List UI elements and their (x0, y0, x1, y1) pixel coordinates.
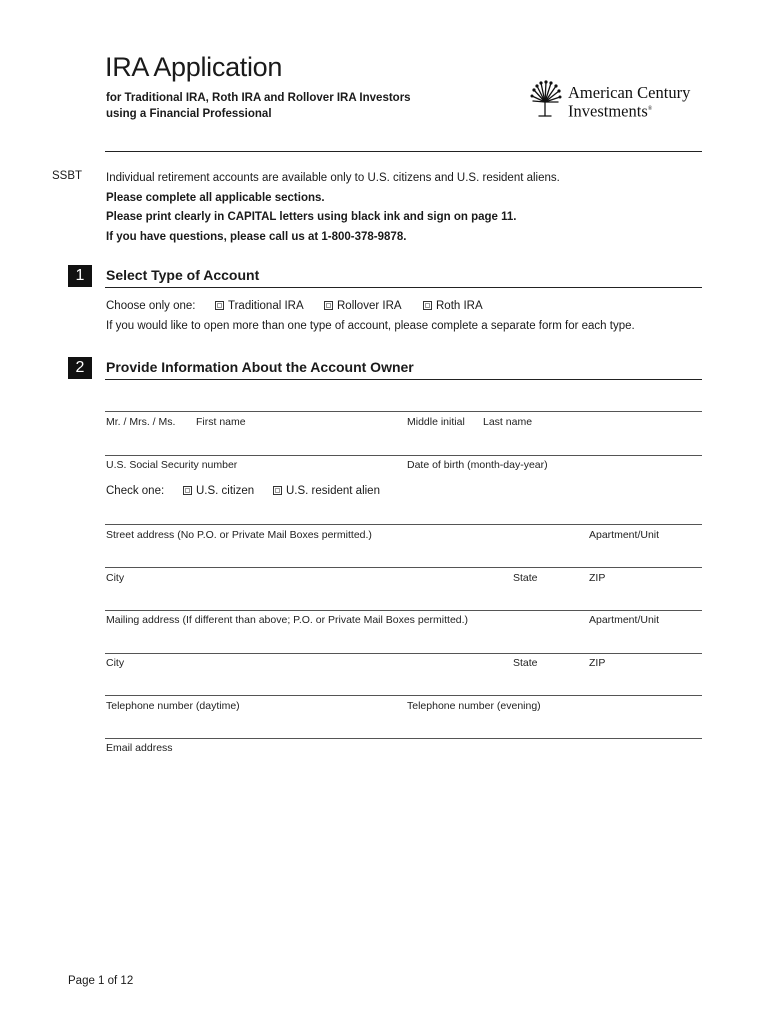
intro-line-4: If you have questions, please call us at 1-800-378-9878. (106, 230, 407, 243)
check-one-label: Check one: (106, 485, 165, 497)
logo-line-2-wrap (568, 101, 690, 120)
intro-text (106, 169, 560, 247)
logo-line-2: Investments (568, 101, 648, 121)
option-roth-ira-label: Roth IRA (436, 300, 483, 312)
telephone-field-line[interactable] (105, 695, 702, 696)
mailing-address-field-line[interactable] (105, 610, 702, 611)
subtitle-line-2: using a Financial Professional (106, 108, 272, 120)
form-code: SSBT (52, 170, 83, 182)
first-name-label: First name (196, 416, 246, 428)
choose-only-one-label: Choose only one: (106, 300, 196, 312)
option-traditional-ira[interactable] (215, 300, 304, 312)
mailing-zip-label: ZIP (589, 657, 606, 669)
page-title: IRA Application (105, 52, 283, 82)
street-address-label: Street address (No P.O. or Private Mail Boxes permitted.) (106, 529, 372, 541)
header-divider (105, 151, 702, 152)
option-us-citizen-label: U.S. citizen (196, 485, 255, 497)
checkbox-rollover-ira[interactable] (324, 301, 333, 310)
last-name-label: Last name (483, 416, 533, 428)
city-label: City (106, 572, 125, 584)
logo-wordmark (568, 84, 690, 120)
email-field-line[interactable] (105, 738, 702, 739)
section-1-number: 1 (68, 265, 92, 287)
tree-logo-icon (530, 80, 566, 120)
option-rollover-ira[interactable] (324, 300, 402, 312)
section-2-divider (105, 379, 702, 380)
state-label: State (513, 572, 538, 584)
name-field-line[interactable] (105, 411, 702, 412)
page-number: Page 1 of 12 (68, 975, 134, 987)
section-2-title: Provide Information About the Account Owner (106, 359, 414, 375)
page-subtitle (106, 90, 411, 122)
subtitle-line-1: for Traditional IRA, Roth IRA and Rollover IRA Investors (106, 92, 411, 104)
checkbox-resident-alien[interactable] (273, 486, 282, 495)
checkbox-traditional-ira[interactable] (215, 301, 224, 310)
mailing-apartment-unit-label: Apartment/Unit (589, 614, 660, 626)
option-roth-ira[interactable] (423, 300, 483, 312)
ssn-label: U.S. Social Security number (106, 459, 238, 471)
section-2-number: 2 (68, 357, 92, 379)
phone-evening-label: Telephone number (evening) (407, 700, 541, 712)
mailing-city-field-line[interactable] (105, 653, 702, 654)
dob-label: Date of birth (month-day-year) (407, 459, 548, 471)
checkbox-us-citizen[interactable] (183, 486, 192, 495)
intro-line-3: Please print clearly in CAPITAL letters using black ink and sign on page 11. (106, 211, 517, 223)
middle-initial-label: Middle initial (407, 416, 465, 428)
section-1-title: Select Type of Account (106, 267, 260, 283)
intro-line-1: Individual retirement accounts are available only to U.S. citizens and U.S. resident aliens. (106, 172, 560, 184)
option-us-citizen[interactable] (183, 485, 254, 497)
section-1-divider (105, 287, 702, 288)
city-field-line[interactable] (105, 567, 702, 568)
logo-line-1: American Century (568, 83, 691, 102)
section-1-note: If you would like to open more than one type of account, please complete a separate form for each type. (106, 320, 635, 332)
option-resident-alien-label: U.S. resident alien (286, 485, 380, 497)
zip-label: ZIP (589, 572, 606, 584)
apartment-unit-label: Apartment/Unit (589, 529, 660, 541)
checkbox-roth-ira[interactable] (423, 301, 432, 310)
registered-mark: ® (647, 106, 653, 112)
ssn-dob-field-line[interactable] (105, 455, 702, 456)
mailing-state-label: State (513, 657, 538, 669)
mailing-city-label: City (106, 657, 125, 669)
mailing-address-label: Mailing address (If different than above; P.O. or Private Mail Boxes permitted.) (106, 614, 469, 626)
option-rollover-ira-label: Rollover IRA (337, 300, 402, 312)
option-traditional-ira-label: Traditional IRA (228, 300, 304, 312)
salutation-label: Mr. / Mrs. / Ms. (106, 416, 176, 428)
option-resident-alien[interactable] (273, 485, 380, 497)
email-label: Email address (106, 742, 173, 754)
phone-daytime-label: Telephone number (daytime) (106, 700, 240, 712)
street-address-field-line[interactable] (105, 524, 702, 525)
intro-line-2: Please complete all applicable sections. (106, 191, 325, 204)
company-logo (530, 80, 705, 120)
